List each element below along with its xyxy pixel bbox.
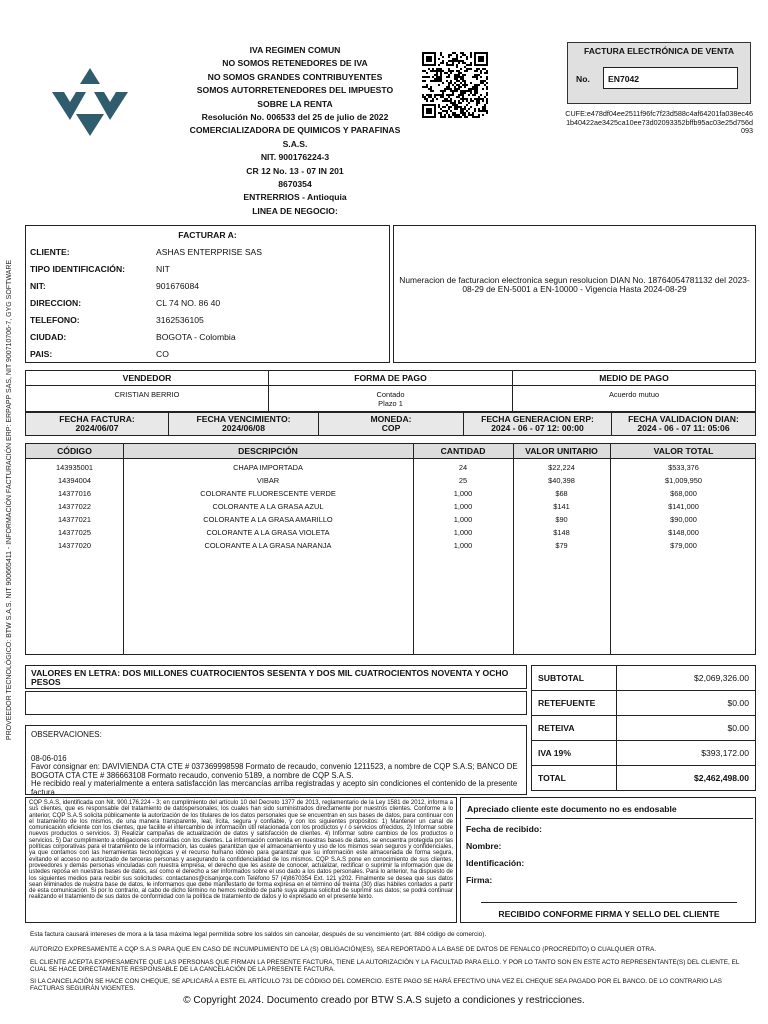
issuer-line: Resolución No. 006533 del 25 de julio de 2022 <box>201 112 389 123</box>
invoice-number: EN7042 <box>603 67 738 89</box>
total-label: IVA 19% <box>532 741 617 766</box>
item-desc: COLORANTE A LA GRASA AZUL <box>212 502 324 511</box>
col-cantidad: CANTIDAD <box>440 446 486 456</box>
col-descripcion: DESCRIPCIÓN <box>238 446 298 456</box>
note-authorization: EL CLIENTE ACEPTA EXPRESAMENTE QUE LAS PERSONAS QUE FIRMAN LA PRESENTE FACTURA, TIENE LA AUTORIZACIÓN Y LA FACULTAD PARA ELLO. Y POR LO TANTO SON EN ESTE ACTO REPRESENTANTE(S) DEL CLIENTE, EL CUAL SE HACE DIRECTAMENTE RESPONSABLE DE LA CANCELACIÓN DE LA PRESENTE FACTURA. <box>30 959 740 973</box>
item-desc: VIBAR <box>256 476 280 485</box>
total-label: SUBTOTAL <box>532 666 617 691</box>
item-qty: 1,000 <box>453 502 473 511</box>
issuer-line: CR 12 No. 13 - 07 IN 201 <box>246 165 344 176</box>
fecha-validacion <box>612 413 756 436</box>
receipt-title: Apreciado cliente este documento no es endosable <box>467 804 677 814</box>
table-row <box>26 461 755 474</box>
item-unit: $90 <box>555 515 568 524</box>
medio-pago-text: Acuerdo mutuo <box>608 390 660 399</box>
item-qty: 1,000 <box>453 489 473 498</box>
table-row <box>26 526 755 539</box>
forma-pago-header: FORMA DE PAGO <box>269 371 513 386</box>
vendedor-value <box>26 386 269 412</box>
company-logo <box>50 66 130 138</box>
retefuente-row <box>532 691 756 716</box>
client-label: DIRECCION: <box>30 298 82 308</box>
date-label: MONEDA: <box>370 413 412 424</box>
issuer-line: S.A.S. <box>282 138 308 149</box>
data-policy-box <box>25 797 457 923</box>
item-qty: 1,000 <box>453 515 473 524</box>
issuer-line: COMERCIALIZADORA DE QUIMICOS Y PARAFINAS <box>189 125 401 136</box>
date-value: COP <box>381 423 401 433</box>
provider-side-text: PROVEEDOR TECNOLÓGICO: BTW S.A.S. NIT 900665411 - INFORMACIÓN FACTURACIÓN ERP: ERPAPP SAS, NIT 900710706-7, GYG SOFTWARE <box>6 259 13 741</box>
invoice-number-box <box>567 42 751 104</box>
item-unit: $68 <box>555 489 568 498</box>
total-value: $2,462,498.00 <box>617 766 756 791</box>
item-desc: COLORANTE A LA GRASA AMARILLO <box>203 515 333 524</box>
client-value: NIT <box>156 264 170 274</box>
item-qty: 1,000 <box>453 541 473 550</box>
issuer-line: SOBRE LA RENTA <box>257 98 333 109</box>
dates-row <box>25 412 756 436</box>
item-desc: CHAPA IMPORTADA <box>233 463 303 472</box>
item-code: 14377022 <box>58 502 91 511</box>
item-total: $68,000 <box>670 489 697 498</box>
identificacion-label: Identificación: <box>466 858 525 868</box>
firma-label: Firma: <box>466 875 493 885</box>
item-total: $90,000 <box>670 515 697 524</box>
copyright: © Copyright 2024. Documento creado por BTW S.A.S sujeto a condiciones y restricciones. <box>183 995 585 1006</box>
subtotal-row <box>532 666 756 691</box>
item-qty: 24 <box>458 463 468 472</box>
note-fenalco: AUTORIZO EXPRESAMENTE A CQP S.A.S PARA QUE EN CASO DE INCUMPLIMIENTO DE LA (S) OBLIGACIÓN(ES), SEA REPORTADO A LA BASE DE DATOS DE FENALCO (PROCREDITO) O CUALQUIER OTRA. <box>30 946 657 953</box>
bill-to-title: FACTURAR A: <box>178 230 237 240</box>
item-total: $141,000 <box>668 502 699 511</box>
observations-text: 08-06-016 Favor consignar en: DAVIVIENDA CTA CTE # 037369998598 Formato de recaudo, convenio 1211523, a nombre de CQP S.A.S; BANCO DE BOGOTA CTA CTE # 386663108 Formato recaudo, convenio 5189, a nombre de CQP S.A.S. He recibido real y materialmente a entera satisfacción las mercancías arriba registradas y acepto sin condiciones el contenido de la presente factura. <box>31 754 518 797</box>
total-label: RETEIVA <box>532 716 617 741</box>
receipt-sign-text: RECIBIDO CONFORME FIRMA Y SELLO DEL CLIENTE <box>498 909 720 919</box>
total-row <box>532 766 756 791</box>
issuer-line: NIT. 900176224-3 <box>260 152 330 163</box>
item-code: 14394004 <box>58 476 91 485</box>
item-code: 14377016 <box>58 489 91 498</box>
date-value: 2024 - 06 - 07 12: 00:00 <box>491 423 584 433</box>
totals-table <box>531 665 756 791</box>
forma-pago-text: Contado <box>376 390 405 399</box>
client-value: ASHAS ENTERPRISE SAS <box>156 247 263 257</box>
nombre-label: Nombre: <box>466 841 502 851</box>
total-value: $393,172.00 <box>617 741 756 766</box>
item-total: $533,376 <box>668 463 699 472</box>
note-cheque: SI LA CANCELACIÓN SE HACE CON CHEQUE, SE APLICARÁ A ESTE EL ARTÍCULO 731 DE CÓDIGO DEL COMERCIO. ESTE PAGO SE HARÁ EFECTIVO UNA VEZ EL CHEQUE SEA PAGADO POR EL BANCO. DE LO CONTRARIO LAS FACTURAS SEGUIRÁN VIGENTES. <box>30 978 722 992</box>
plazo-text: Plazo 1 <box>378 399 403 408</box>
moneda <box>319 413 464 436</box>
bill-to-box <box>25 225 390 363</box>
client-label: TELEFONO: <box>30 315 80 325</box>
client-value: BOGOTA - Colombia <box>156 332 236 342</box>
col-codigo: CÓDIGO <box>57 446 92 456</box>
dian-resolution-box <box>393 225 756 363</box>
client-value: 901676084 <box>156 281 200 291</box>
client-value: 3162536105 <box>156 315 204 325</box>
item-qty: 25 <box>458 476 468 485</box>
issuer-line: IVA REGIMEN COMUN <box>249 45 341 55</box>
total-value: $0.00 <box>617 716 756 741</box>
item-unit: $79 <box>555 541 568 550</box>
fecha-recibido-label: Fecha de recibido: <box>466 824 542 834</box>
table-row <box>26 513 755 526</box>
invoice-title: FACTURA ELECTRÓNICA DE VENTA <box>583 46 735 56</box>
date-label: FECHA GENERACION ERP: <box>481 413 594 424</box>
item-code: 14377020 <box>58 541 91 550</box>
item-code: 14377025 <box>58 528 91 537</box>
item-unit: $22,224 <box>548 463 575 472</box>
client-value: CO <box>156 349 169 359</box>
item-unit: $148 <box>553 528 570 537</box>
observations-box <box>25 725 527 795</box>
dian-resolution-text: Numeracion de facturacion electronica segun resolucion DIAN No. 18764054781132 del 2023-08-29 de EN-5001 a EN-10000 - Vigencia Hasta 2024-08-29 <box>399 275 750 294</box>
table-row <box>26 487 755 500</box>
total-value: $2,069,326.00 <box>617 666 756 691</box>
date-label: FECHA FACTURA: <box>59 413 135 424</box>
item-total: $79,000 <box>670 541 697 550</box>
item-unit: $141 <box>553 502 570 511</box>
table-row <box>26 500 755 513</box>
item-desc: COLORANTE A LA GRASA NARANJA <box>204 541 332 550</box>
client-label: CLIENTE: <box>30 247 70 257</box>
item-code: 143935001 <box>56 463 93 472</box>
item-total: $1,009,950 <box>665 476 702 485</box>
forma-pago-value <box>269 386 513 412</box>
vendedor-name: CRISTIAN BERRIO <box>114 390 180 399</box>
item-total: $148,000 <box>668 528 699 537</box>
client-label: PAIS: <box>30 349 53 359</box>
issuer-line: LINEA DE NEGOCIO: <box>252 205 338 216</box>
issuer-line: 8670354 <box>278 179 312 190</box>
amount-in-words-box <box>25 665 527 689</box>
item-unit: $40,398 <box>548 476 575 485</box>
iva-row <box>532 741 756 766</box>
client-label: CIUDAD: <box>30 332 67 342</box>
payment-info-table <box>25 370 756 412</box>
item-code: 14377021 <box>58 515 91 524</box>
issuer-info <box>180 44 410 218</box>
date-value: 2024/06/08 <box>221 423 265 433</box>
note-interest: Esta factura causará intereses de mora a la tasa máxima legal permitida sobre los saldos sin cancelar, después de su vencimiento (art. 884 código de comercio). <box>30 931 487 938</box>
item-desc: COLORANTE A LA GRASA VIOLETA <box>206 528 330 537</box>
date-value: 2024 - 06 - 07 11: 05:06 <box>637 423 730 433</box>
total-label: TOTAL <box>532 766 617 791</box>
item-qty: 1,000 <box>453 528 473 537</box>
col-valor-unitario: VALOR UNITARIO <box>525 446 598 456</box>
table-row <box>26 474 755 487</box>
medio-pago-header: MEDIO DE PAGO <box>513 371 756 386</box>
vendedor-header: VENDEDOR <box>26 371 269 386</box>
col-valor-total: VALOR TOTAL <box>653 446 714 456</box>
date-label: FECHA VALIDACION DIAN: <box>628 413 739 424</box>
client-label: TIPO IDENTIFICACIÓN: <box>30 264 126 274</box>
date-value: 2024/06/07 <box>75 423 119 433</box>
fecha-generacion <box>464 413 612 436</box>
items-table <box>25 443 756 655</box>
observations-title: OBSERVACIONES: <box>31 730 102 739</box>
reteiva-row <box>532 716 756 741</box>
receipt-box <box>460 797 756 923</box>
fecha-factura <box>26 413 169 436</box>
qr-code <box>422 52 488 118</box>
issuer-line: NO SOMOS RETENEDORES DE IVA <box>222 58 368 69</box>
client-value: CL 74 NO. 86 40 <box>156 298 221 308</box>
total-value: $0.00 <box>617 691 756 716</box>
fecha-vencimiento <box>169 413 319 436</box>
table-row <box>26 539 755 552</box>
signature-line <box>481 902 737 903</box>
issuer-line: ENTRERRIOS - Antioquia <box>243 192 347 203</box>
issuer-line: NO SOMOS GRANDES CONTRIBUYENTES <box>207 71 383 82</box>
client-label: NIT: <box>30 281 46 291</box>
data-policy-text: CQP S.A.S, identificada con Nit. 900.176.224 - 3; en cumplimiento del artículo 10 del Decreto 1377 de 2013, reglamentario de la Ley 1581 de 2012, informa a sus clientes, que es responsable del tratamiento de datospersonales; los cuales han sido suministrados directamente por nuestros clientes. Conforme a lo anterior, CQP S.A.S solicita públicamente la autorización de los titulares de los datos personales que se encuentran en sus bases de datos, para continuar con el tratamiento de los mismos, de una manera transparente, leal, lícita, segura y confiable, y con los siguientes propósitos: 1) Mantener un canal de comunicación eficiente con los clientes, que facilite el intercambio de información útil relacionada con los productos y / o servicios ofrecidos, 2) Informar sobre nuevos productos o servicios. 3) Realizar campañas de actualización de datos y satisfacción de clientes. 4) Informar sobre cambios de los productos o servicios. 5) Dar cumplimiento a obligaciones contraídas con los clientes. La información contenida en nuestras bases de datos, se encuentra protegida por las políticas corporativas para el tratamiento de la información, las cuales garantizan que el almacenamiento y uso de los mismos sean seguros y confidenciales, ya que contamos con las herramientas tecnológicas y el recurso humano idóneo para garantizar que su información este almacenada de forma segura, evitando el acceso no autorizado de terceras personas y asegurando la confidencialidad de los mismos. CQP S.A.S pone en conocimiento de sus clientes, proveedores y demás personas vinculadas con nuestra empresa, el derecho que les asiste de conocer, actualizar, rectificar o suprimir la información que de ustedes reposa en nuestras bases de datos, así como el derecho a ser informados sobre el uso dado a los datos personales. Para lo anterior, ha dispuesto de los siguientes medios para recibir sus solicitudes: contactanos@cisanjorge.com Teléfono 57 (4)8670354 Ext. 121 y202. Finalmente se desea que sus datos sean eliminados de nuestra base de datos, le informamos que debe manifestarlo de forma expresa en el término de treinta (30) días hábiles contados a partir de esta comunicación. Si por lo contrario, al cabo de dicho término no hemos recibido de parte suya alguna solicitud de suprimir sus datos; se podrá continuar realizando el tratamiento de sus datos de conformidad con la política de tratamiento de datos y lo expresado en el presente texto. <box>29 800 453 901</box>
medio-pago-value <box>513 386 756 412</box>
divider <box>465 818 753 819</box>
issuer-line: SOMOS AUTORRETENEDORES DEL IMPUESTO <box>196 85 394 96</box>
item-desc: COLORANTE FLUORESCENTE VERDE <box>200 489 336 498</box>
date-label: FECHA VENCIMIENTO: <box>196 413 291 424</box>
invoice-number-label: No. <box>576 74 590 84</box>
total-label: RETEFUENTE <box>532 691 617 716</box>
items-header <box>26 444 755 459</box>
blank-box <box>25 691 527 715</box>
amount-in-words: VALORES EN LETRA: DOS MILLONES CUATROCIENTOS SESENTA Y DOS MIL CUATROCIENTOS NOVENTA Y OCHO PESOS <box>31 668 509 687</box>
cufe-code: CUFE:e478df04ee2511f96fc7f23d588c4af64201fa038ec461b40422ae3425ca10ee73d02093352bffb95ac03e25d756d093 <box>565 109 753 135</box>
